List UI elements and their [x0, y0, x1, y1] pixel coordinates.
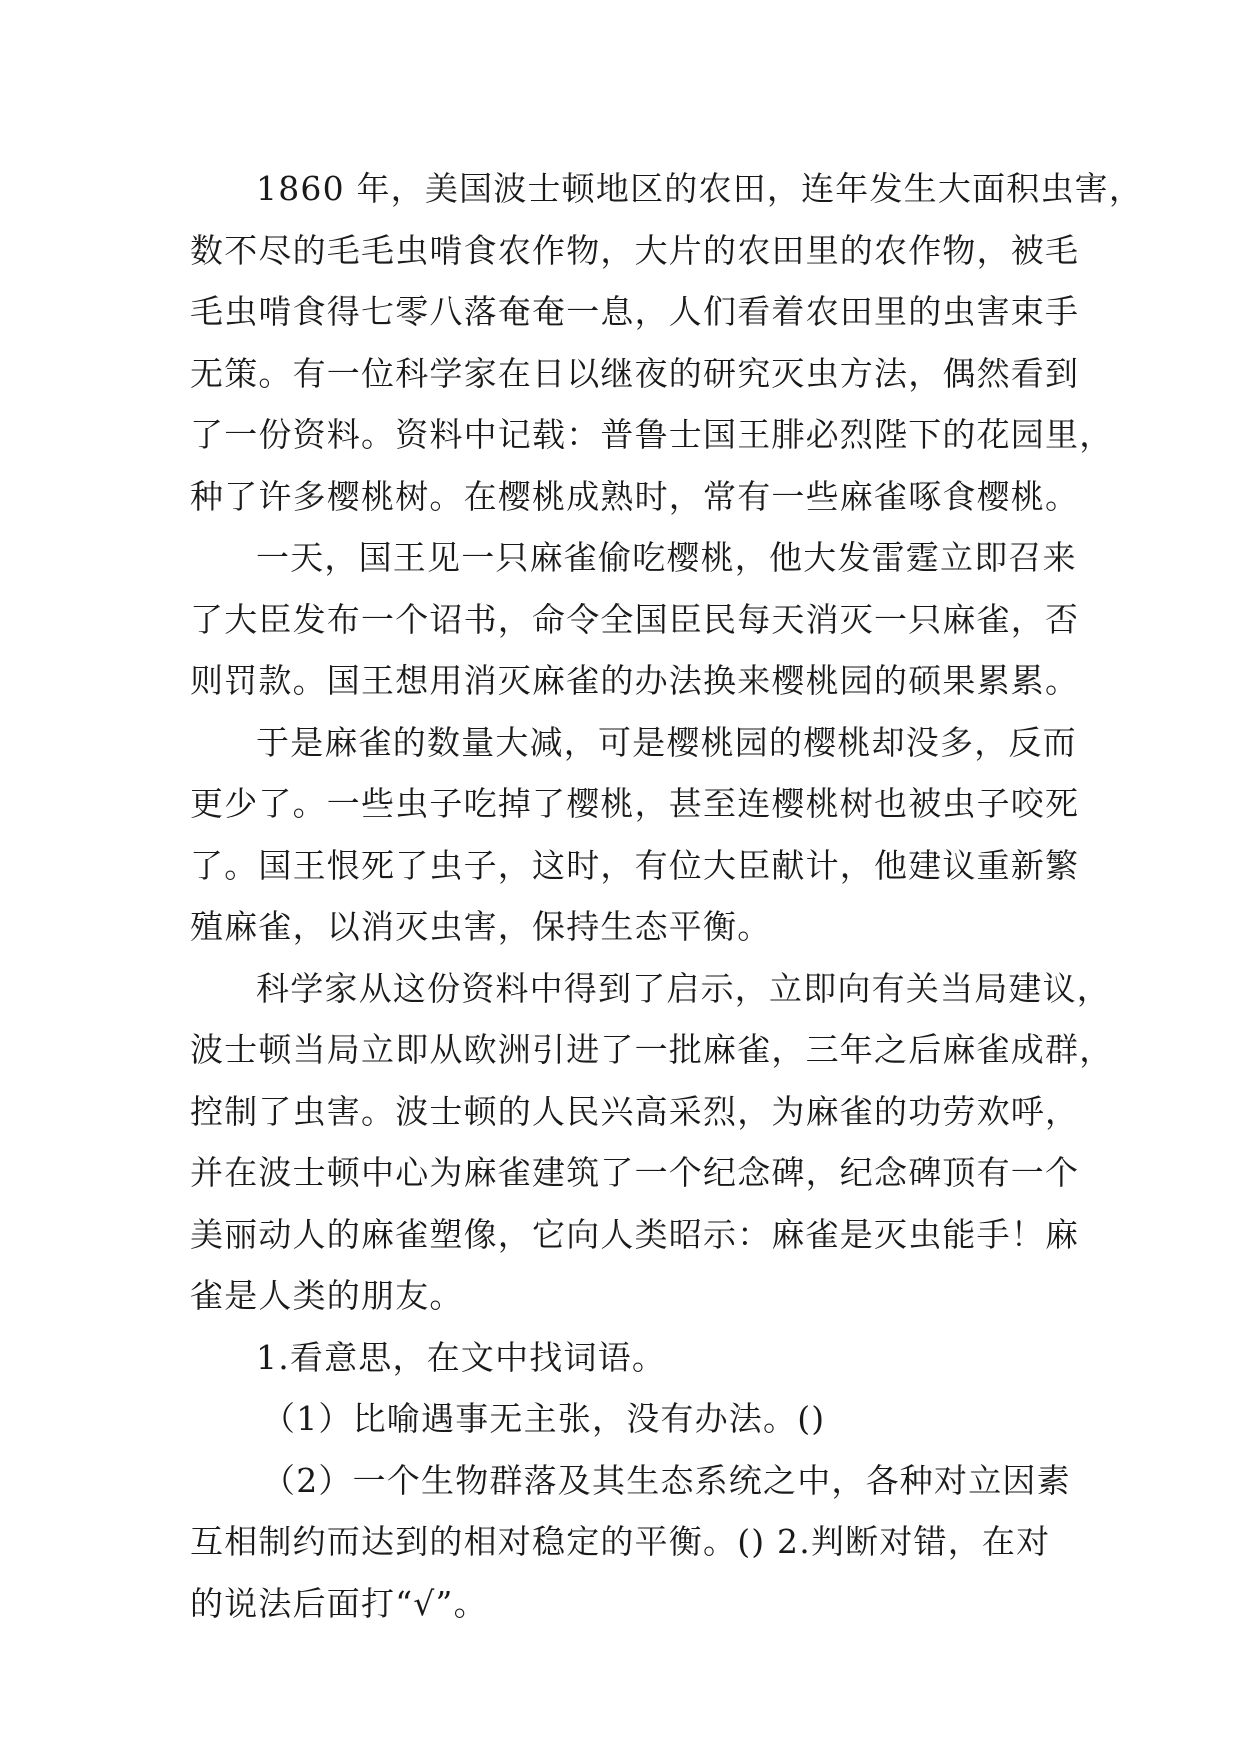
reading-passage	[190, 158, 1144, 1634]
text-line: 更少了。一些虫子吃掉了樱桃，甚至连樱桃树也被虫子咬死	[190, 784, 1080, 823]
text-line: 无策。有一位科学家在日以继夜的研究灭虫方法，偶然看到	[190, 353, 1080, 393]
text-line: 波士顿当局立即从欧洲引进了一批麻雀，三年之后麻雀成群，	[190, 1030, 1114, 1069]
text-line: 了一份资料。资料中记载：普鲁士国王腓必烈陛下的花园里，	[190, 415, 1114, 454]
text-line: 则罚款。国王想用消灭麻雀的办法换来樱桃园的硕果累累。	[190, 661, 1080, 700]
text-line: 了。国王恨死了虫子，这时，有位大臣献计，他建议重新繁	[190, 845, 1080, 885]
text-line: 雀是人类的朋友。	[190, 1276, 464, 1315]
text-line: 一天，国王见一只麻雀偷吃樱桃，他大发雷霆立即召来	[256, 538, 1077, 577]
text-line: 殖麻雀，以消灭虫害，保持生态平衡。	[190, 907, 772, 946]
text-line: 毛虫啃食得七零八落奄奄一息，人们看着农田里的虫害束手	[190, 292, 1080, 331]
text-line: 1860 年，美国波士顿地区的农田，连年发生大面积虫害，	[256, 169, 1144, 208]
question-heading: 1.看意思，在文中找词语。	[256, 1337, 667, 1377]
text-line: 互相制约而达到的相对稳定的平衡。() 2.判断对错，在对	[190, 1522, 1051, 1561]
text-line: 科学家从这份资料中得到了启示，立即向有关当局建议，	[256, 968, 1111, 1008]
question-item: （2）一个生物群落及其生态系统之中，各种对立因素	[262, 1460, 1071, 1500]
text-line: 于是麻雀的数量大减，可是樱桃园的樱桃却没多，反而	[256, 722, 1077, 762]
question-item: （1）比喻遇事无主张，没有办法。()	[262, 1399, 826, 1438]
text-line: 并在波士顿中心为麻雀建筑了一个纪念碑，纪念碑顶有一个	[190, 1153, 1080, 1192]
text-line: 了大臣发布一个诏书，命令全国臣民每天消灭一只麻雀，否	[190, 599, 1080, 639]
text-line: 美丽动人的麻雀塑像，它向人类昭示：麻雀是灭虫能手！麻	[190, 1214, 1080, 1254]
text-line: 的说法后面打“√”。	[190, 1583, 488, 1623]
text-line: 种了许多樱桃树。在樱桃成熟时，常有一些麻雀啄食樱桃。	[190, 476, 1080, 516]
text-line: 控制了虫害。波士顿的人民兴高采烈，为麻雀的功劳欢呼，	[190, 1091, 1080, 1131]
text-line: 数不尽的毛毛虫啃食农作物，大片的农田里的农作物，被毛	[190, 230, 1080, 270]
